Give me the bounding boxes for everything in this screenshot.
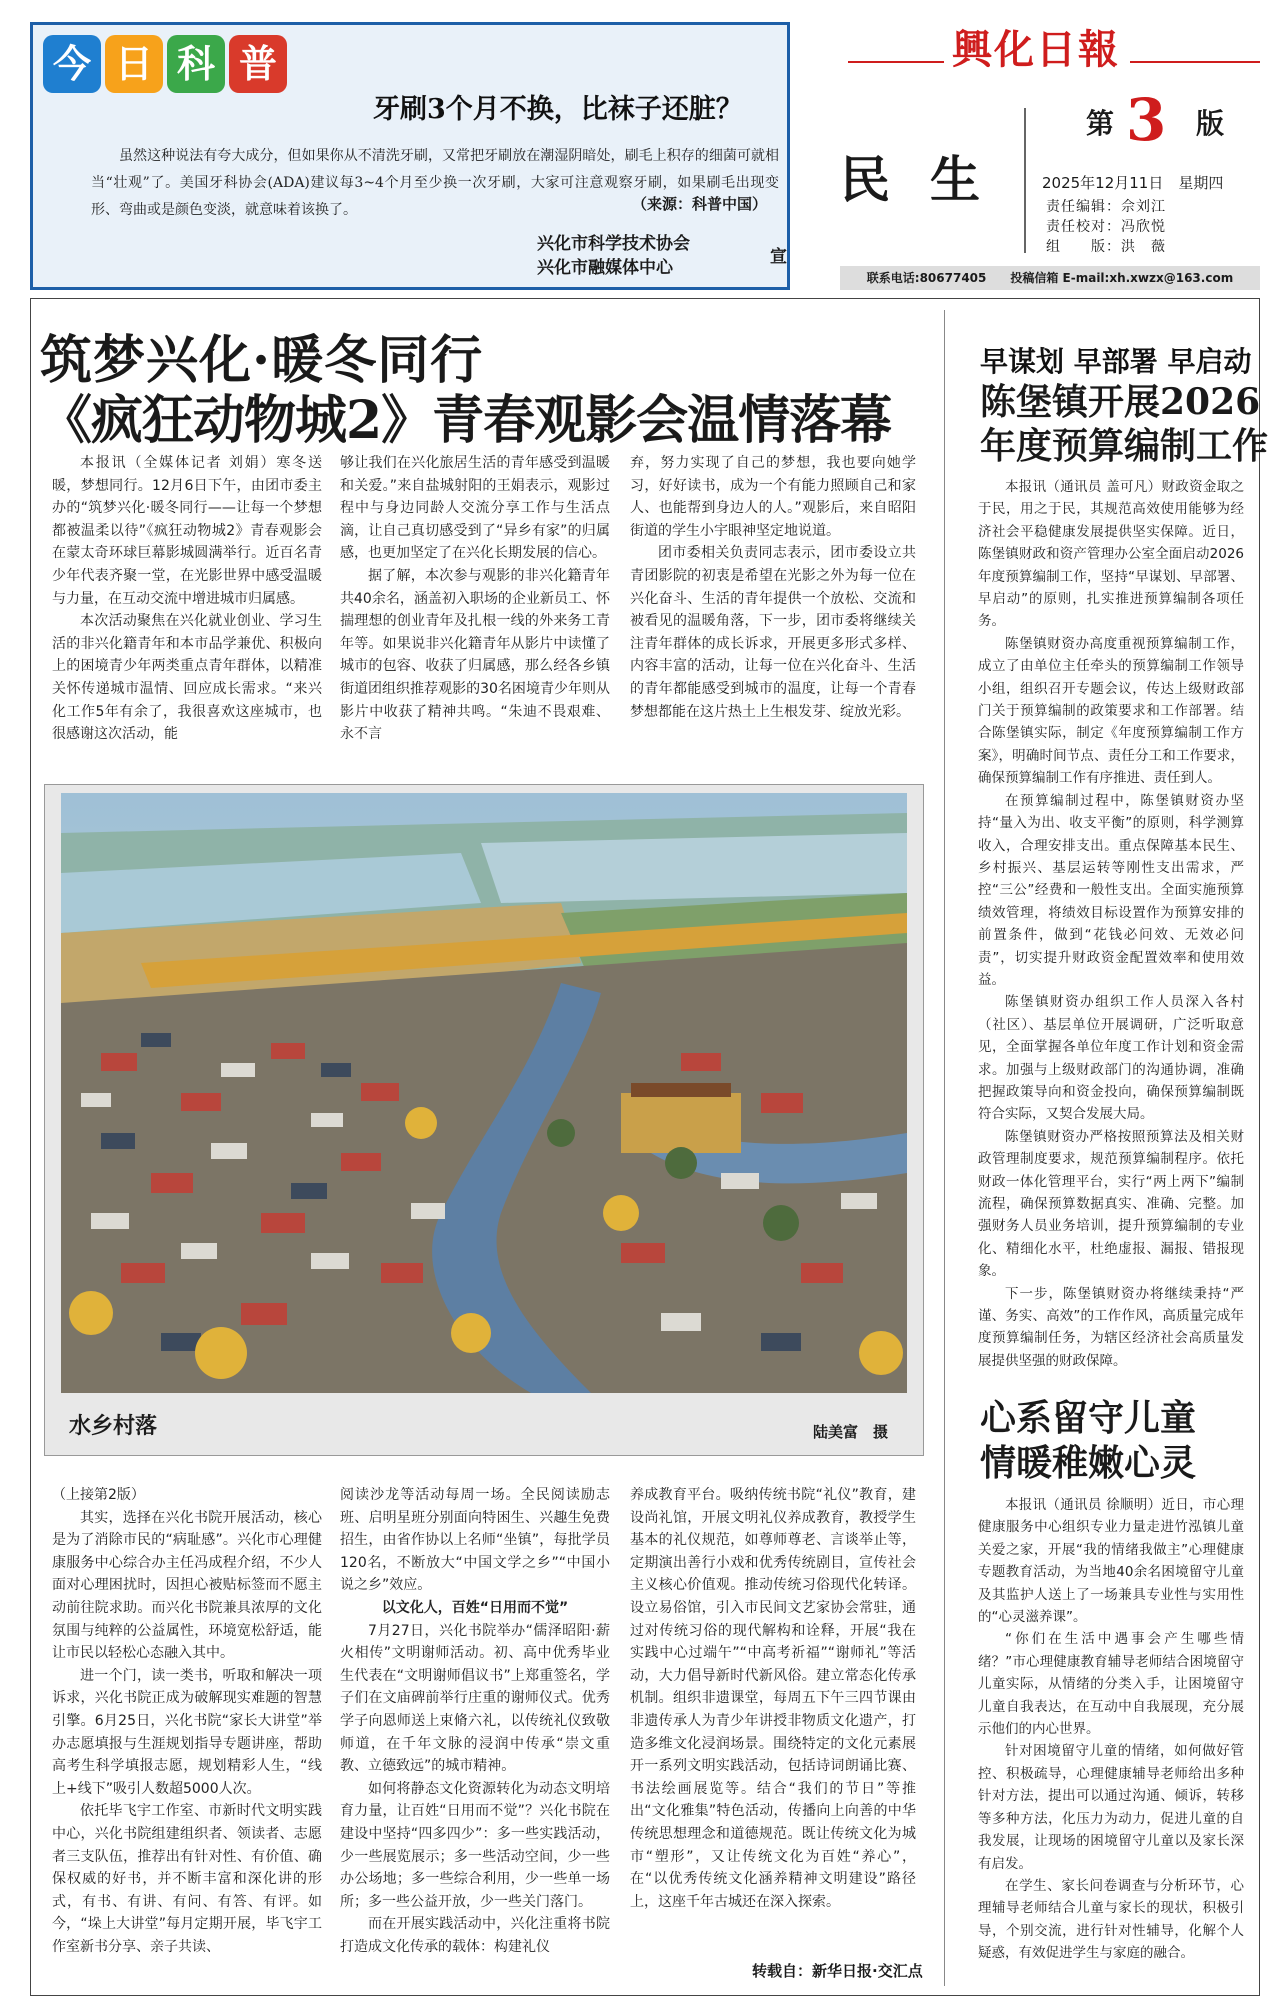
- science-xuan: 宣: [770, 247, 787, 267]
- main-article-col-2: [340, 452, 610, 746]
- masthead-rule-left: [848, 61, 944, 63]
- continued-col-2: [340, 1484, 610, 1958]
- column-divider: [944, 310, 945, 1986]
- paragraph: 在预算编制过程中，陈堡镇财资办坚持“量入为出、收支平衡”的原则，科学测算收入，合理安排支出。重点保障基本民生、乡村振兴、基层运转等刚性支出需求，严控“三公”经费和一般性支出。全面实施预算绩效管理，将绩效目标设置作为预算安排的前置条件，做到“花钱必问效、无效必问责”，切实提升财政资金配置效率和使用效益。: [978, 792, 1244, 988]
- photo-frame: [44, 784, 924, 1456]
- transfer-source: 转载自：新华日报·交汇点: [752, 1962, 923, 1980]
- paragraph: 陈堡镇财资办严格按照预算法及相关财政管理制度要求，规范预算编制程序。依托财政一体化管理平台，实行“两上两下”编制流程，确保预算数据真实、准确、完整。加强财务人员业务培训，提升预算编制的专业化、精细化水平，杜绝虚报、漏报、错报现象。: [978, 1128, 1244, 1280]
- budget-title-line-1: 陈堡镇开展2026: [980, 381, 1261, 423]
- science-tag-char: 日: [105, 35, 163, 93]
- page-number: 3: [1126, 86, 1167, 154]
- credit-editor: 责任编辑：佘刘江: [1046, 199, 1166, 215]
- science-headline: 牙刷3个月不换，比袜子还脏？: [373, 94, 743, 125]
- science-org-2: 兴化市融媒体中心: [537, 258, 673, 278]
- science-tag-char: 科: [167, 35, 225, 93]
- budget-title-line-2: 年度预算编制工作: [980, 425, 1269, 467]
- science-org-1: 兴化市科学技术协会: [537, 234, 690, 254]
- paragraph: 进一个门，读一类书，听取和解决一项诉求，兴化书院正成为破解现实难题的智慧引擎。6月25日，兴化书院“家长大讲堂”举办志愿填报与生涯规划指导专题讲座，帮助高考生科学填报志愿，规划精彩人生，“线上+线下”吸引人数超5000人次。: [52, 1667, 322, 1797]
- paragraph: 本报讯（全媒体记者 刘娟）寒冬送暖，梦想同行。12月6日下午，由团市委主办的“筑梦兴化·暖冬同行——让每一个梦想都被温柔以待”《疯狂动物城2》青春观影会在蒙太奇环球巨幕影城圆满举行。近百名青少年代表齐聚一堂，在光影世界中感受温暖与力量，在互动交流中增进城市归属感。: [52, 455, 322, 607]
- main-title-line-1: 筑梦兴化·暖冬同行: [40, 330, 484, 391]
- paragraph: 下一步，陈堡镇财资办将继续秉持“严谨、务实、高效”的工作作风，高质量完成年度预算编制任务，为辖区经济社会高质量发展提供坚强的财政保障。: [978, 1285, 1244, 1369]
- science-box: [30, 22, 790, 290]
- budget-article-body: [978, 476, 1244, 1372]
- paragraph: 本报讯（通讯员 徐顺明）近日，市心理健康服务中心组织专业力量走进竹泓镇儿童关爱之家，开展“我的情绪我做主”心理健康专题教育活动，为当地40余名困境留守儿童及其监护人送上了一场兼具专业性与实用性的“心灵滋养课”。: [978, 1497, 1244, 1626]
- main-article-col-1: [52, 452, 322, 746]
- paragraph: 弃，努力实现了自己的梦想，我也要向她学习，好好读书，成为一个有能力照顾自己和家人、也能帮到身边人的人。”观影后，来自昭阳街道的学生小宇眼神坚定地说道。: [630, 455, 916, 539]
- main-title-line-2: 《疯狂动物城2》青春观影会温情落幕: [40, 390, 892, 451]
- main-article-col-3: [630, 452, 916, 723]
- page-prefix: 第: [1086, 107, 1115, 140]
- paragraph: 7月27日，兴化书院举办“儒泽昭阳·薪火相传”文明谢师活动。初、高中优秀毕业生代表在“文明谢师倡议书”上郑重签名，学子们在文庙碑前举行庄重的谢师仪式。优秀学子向恩师送上束脩六礼，以传统礼仪致敬师道，在千年文脉的浸润中传承“崇文重教、立德致远”的城市精神。: [340, 1622, 610, 1775]
- contact-bar: 联系电话:80677405 投稿信箱 E-mail:xh.xwzx@163.com: [840, 266, 1260, 290]
- continued-marker: （上接第2版）: [52, 1487, 145, 1503]
- science-tag-char: 普: [229, 35, 287, 93]
- section-title: 民生: [840, 150, 1020, 209]
- continued-col-1: [52, 1484, 322, 1958]
- continued-col-3: [630, 1484, 916, 1913]
- paragraph: 够让我们在兴化旅居生活的青年感受到温暖和关爱。”来自盐城射阳的王娟表示，观影过程中与身边同龄人交流分享工作与生活点滴，让自己真切感受到了“异乡有家”的归属感，也更加坚定了在兴化长期发展的信心。: [340, 455, 610, 562]
- paragraph: 陈堡镇财资办组织工作人员深入各村（社区）、基层单位开展调研，广泛听取意见，全面掌握各单位年度工作计划和资金需求。加强与上级财政部门的沟通协调，准确把握政策导向和资金投向，确保预算编制既符合实际，又契合发展大局。: [978, 994, 1244, 1123]
- photo-credit: 陆美富 摄: [813, 1423, 889, 1441]
- children-article-body: [978, 1494, 1244, 1965]
- children-title-line-1: 心系留守儿童: [980, 1397, 1197, 1439]
- subheading: 以文化人，百姓“日用而不觉”: [381, 1599, 569, 1616]
- paragraph: 阅读沙龙等活动每周一场。全民阅读励志班、启明星班分别面向特困生、兴趣生免费招生，由省作协以上名师“坐镇”，每批学员120名，不断放大“中国文学之乡”“中国小说之乡”效应。: [340, 1487, 610, 1594]
- paragraph: 陈堡镇财资办高度重视预算编制工作，成立了由单位主任牵头的预算编制工作领导小组，组织召开专题会议，传达上级财政部门关于预算编制的政策要求和工作部署。结合陈堡镇实际，制定《年度预算编制工作方案》，明确时间节点、责任分工和工作要求，确保预算编制工作有序推进、责任到人。: [978, 635, 1244, 787]
- budget-kicker: 早谋划 早部署 早启动: [980, 345, 1252, 378]
- credit-layout: 组 版：洪 薇: [1046, 239, 1166, 255]
- credit-proofreader: 责任校对：冯欣悦: [1046, 219, 1166, 235]
- paragraph: 依托毕飞宇工作室、市新时代文明实践中心，兴化书院组建组织者、领读者、志愿者三支队伍，推荐出有针对性、有价值、确保权威的好书，并不断丰富和深化讲的形式，有书、有讲、有问、有答、有评。如今，“垛上大讲堂”每月定期开展，毕飞宇工作室新书分享、亲子共读、: [52, 1803, 322, 1955]
- village-aerial-photo: [61, 793, 907, 1393]
- masthead-rule-right: [1130, 61, 1260, 63]
- masthead-divider: [1024, 108, 1026, 253]
- paragraph: 如何将静态文化资源转化为动态文明培育力量，让百姓“日用而不觉”？兴化书院在建设中坚持“四多四少”：多一些实践活动，少一些展览展示；多一些活动空间，少一些办公场地；多一些综合利用，少一些单一场所；多一些公益开放，少一些关门落门。: [340, 1780, 610, 1910]
- paragraph: 据了解，本次参与观影的非兴化籍青年共40余名，涵盖初入职场的企业新员工、怀揣理想的创业青年及扎根一线的外来务工青年等。如果说非兴化籍青年从影片中读懂了城市的包容、收获了归属感，那么经各乡镇街道团组织推荐观影的30名困境青少年则从影片中收获了精神共鸣。“朱迪不畏艰难、永不言: [340, 567, 610, 743]
- newspaper-logo: 興化日報: [952, 26, 1120, 73]
- paragraph: 团市委相关负责同志表示，团市委设立共青团影院的初衷是希望在光影之外为每一位在兴化奋斗、生活的青年提供一个放松、交流和被看见的温暖角落，下一步，团市委将继续关注青年群体的成长诉求，开展更多形式多样、内容丰富的活动，让每一位在兴化奋斗、生活的青年都能感受到城市的温度，让每一个青春梦想都能在这片热土上生根发芽、绽放光彩。: [630, 545, 916, 720]
- paragraph: 本次活动聚焦在兴化就业创业、学习生活的非兴化籍青年和本市品学兼优、积极向上的困境青少年两类重点青年群体，以精准关怀传递城市温情、回应成长需求。“来兴化工作5年有余了，我很喜欢这座城市，也很感谢这次活动，能: [52, 613, 322, 743]
- paragraph: “你们在生活中遇事会产生哪些情绪？”市心理健康教育辅导老师结合困境留守儿童实际，从情绪的分类入手，让困境留守儿童自我表达，在互动中自我展现，充分展示他们的内心世界。: [978, 1631, 1244, 1738]
- paragraph: 而在开展实践活动中，兴化注重将书院打造成文化传承的载体：构建礼仪: [340, 1916, 610, 1955]
- science-body: 虽然这种说法有夸大成分，但如果你从不清洗牙刷，又常把牙刷放在潮湿阴暗处，刷毛上积存的细菌可就相当“壮观”了。美国牙科协会(ADA)建议每3~4个月至少换一次牙刷，大家可注意观察牙刷，如果刷毛出现变形、弯曲或是颜色变淡，就意味着该换了。: [91, 148, 779, 218]
- paragraph: 本报讯（通讯员 盖可凡）财政资金取之于民，用之于民，其规范高效使用能够为经济社会平稳健康发展提供坚实保障。近日，陈堡镇财政和资产管理办公室全面启动2026年度预算编制工作，坚持“早谋划、早部署、早启动”的原则，扎实推进预算编制各项任务。: [978, 479, 1244, 630]
- page-suffix: 版: [1196, 107, 1225, 140]
- paragraph: 其实，选择在兴化书院开展活动，核心是为了消除市民的“病耻感”。兴化市心理健康服务中心综合办主任冯成程介绍，不少人面对心理困扰时，因担心被贴标签而不愿主动前往院求助。而兴化书院兼具浓厚的文化氛围与纯粹的公益属性，环境宽松舒适，能让市民以轻松心态融入其中。: [52, 1509, 322, 1662]
- science-source: （来源：科普中国）: [631, 195, 767, 213]
- children-title-line-2: 情暖稚嫩心灵: [980, 1442, 1197, 1484]
- photo-caption: 水乡村落: [69, 1413, 158, 1439]
- science-tag-char: 今: [43, 35, 101, 93]
- paragraph: 针对困境留守儿童的情绪，如何做好管控、积极疏导，心理健康辅导老师给出多种针对方法，提出可以通过沟通、倾诉，转移等多种方法，化压力为动力，促进儿童的自我发展，让现场的困境留守儿童以及家长深有启发。: [978, 1743, 1244, 1872]
- issue-date: 2025年12月11日 星期四: [1042, 174, 1224, 192]
- paragraph: 养成教育平台。吸纳传统书院“礼仪”教育，建设尚礼馆，开展文明礼仪养成教育，教授学生基本的礼仪规范，如尊师尊老、言谈举止等，定期演出善行小戏和优秀传统剧目，宣传社会主义核心价值观。推动传统习俗现代化转译。设立易俗馆，引入市民间文艺家协会常驻，通过对传统习俗的现代解构和诠释，开展“我在实践中心过端午”“中高考祈福”“谢师礼”等活动，大力倡导新时代新风俗。建立常态化传承机制。组织非遗课堂，每周五下午三四节课由非遗传承人为青少年讲授非物质文化遗产，打造多维文化浸润场景。围绕特定的文化元素展开一系列文明实践活动，包括诗词朗诵比赛、书法绘画展览等。结合“我们的节日”等推出“文化雅集”特色活动，传播向上向善的中华传统思想理念和道德规范。既让传统文化为城市“塑形”，又让传统文化为百姓“养心”，在“以优秀传统文化涵养精神文明建设”路径上，这座千年古城还在深入探索。: [630, 1487, 916, 1910]
- paragraph: 在学生、家长问卷调查与分析环节，心理辅导老师结合儿童与家长的现状，积极引导，个别交流，进行针对性辅导，化解个人疑惑，有效促进学生与家庭的融合。: [978, 1877, 1244, 1962]
